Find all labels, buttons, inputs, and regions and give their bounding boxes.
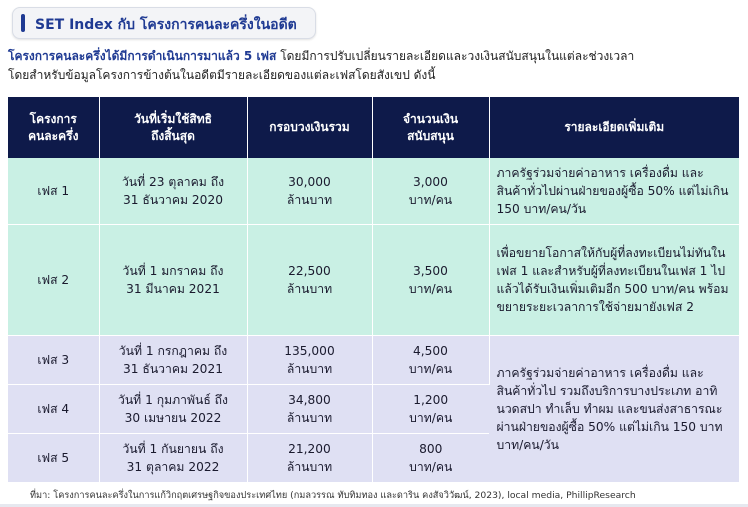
source-footnote: ที่มา: โครงการคนละครึ่งในการแก้วิกฤตเศรษฐกิจของประเทศไทย (กมลวรรณ ทับทิมทอง และดาริน คงสัจวิวัฒน์, 2023), local media, PhillipResearch bbox=[30, 490, 636, 501]
cell-phase: เฟส 4 bbox=[8, 384, 99, 433]
table-header-row bbox=[8, 97, 739, 158]
cell-detail: เพื่อขยายโอกาสให้กับผู้ที่ลงทะเบียนไม่ทันในเฟส 1 และสำหรับผู้ที่ลงทะเบียนในเฟส 1 ไปแล้วได้รับเงินเพิ่มเติมอีก 500 บาท/คน พร้อมขยายระยะเวลาการใช้จ่ายมายังเฟส 2 bbox=[489, 224, 739, 335]
cell-budget: 21,200 ล้านบาท bbox=[247, 433, 372, 482]
cell-dates: วันที่ 1 มกราคม ถึง 31 มีนาคม 2021 bbox=[99, 224, 247, 335]
table-row bbox=[8, 335, 739, 384]
intro-line-2: โดยสำหรับข้อมูลโครงการข้างต้นในอดีตมีรายละเอียดของแต่ละเฟสโดยสังเขป ดังนี้ bbox=[8, 68, 436, 82]
cell-dates: วันที่ 1 กรกฎาคม ถึง 31 ธันวาคม 2021 bbox=[99, 335, 247, 384]
cell-support: 3,000 บาท/คน bbox=[372, 158, 489, 224]
cell-shared-detail: ภาครัฐร่วมจ่ายค่าอาหาร เครื่องดื่ม และสินค้าทั่วไป รวมถึงบริการบางประเภท อาทิ นวดสปา ทำเล็บ ทำผม และขนส่งสาธารณะ ผ่านฝ่ายของผู้ซื้อ 50% แต่ไม่เกิน 150 บาท บาท/คน/วัน bbox=[489, 335, 739, 482]
cell-support: 3,500 บาท/คน bbox=[372, 224, 489, 335]
page-title: SET Index กับ โครงการคนละครึ่งในอดีต bbox=[35, 17, 297, 33]
cell-dates: วันที่ 23 ตุลาคม ถึง 31 ธันวาคม 2020 bbox=[99, 158, 247, 224]
intro-paragraph bbox=[8, 47, 743, 85]
cell-budget: 22,500 ล้านบาท bbox=[247, 224, 372, 335]
cell-support: 800 บาท/คน bbox=[372, 433, 489, 482]
header-dates: วันที่เริ่มใช้สิทธิ ถึงสิ้นสุด bbox=[99, 97, 247, 158]
header-budget: กรอบวงเงินรวม bbox=[247, 97, 372, 158]
table-row bbox=[8, 224, 739, 335]
intro-text: โดยมีการปรับเปลี่ยนรายละเอียดและวงเงินสนับสนุนในแต่ละช่วงเวลา bbox=[276, 49, 635, 63]
header-detail: รายละเอียดเพิ่มเติม bbox=[489, 97, 739, 158]
cell-budget: 34,800 ล้านบาท bbox=[247, 384, 372, 433]
cell-phase: เฟส 5 bbox=[8, 433, 99, 482]
intro-highlight: โครงการคนละครึ่งได้มีการดำเนินการมาแล้ว 5 เฟส bbox=[8, 49, 277, 63]
cell-phase: เฟส 3 bbox=[8, 335, 99, 384]
header-phase: โครงการ คนละครึ่ง bbox=[8, 97, 99, 158]
phases-table bbox=[8, 97, 739, 483]
cell-phase: เฟส 2 bbox=[8, 224, 99, 335]
cell-dates: วันที่ 1 กุมภาพันธ์ ถึง 30 เมษายน 2022 bbox=[99, 384, 247, 433]
cell-detail: ภาครัฐร่วมจ่ายค่าอาหาร เครื่องดื่ม และสินค้าทั่วไปผ่านฝ่ายของผู้ซื้อ 50% แต่ไม่เกิน 150 บาท/คน/วัน bbox=[489, 158, 739, 224]
cell-budget: 30,000 ล้านบาท bbox=[247, 158, 372, 224]
cell-budget: 135,000 ล้านบาท bbox=[247, 335, 372, 384]
title-accent-bar bbox=[21, 14, 25, 32]
cell-support: 1,200 บาท/คน bbox=[372, 384, 489, 433]
cell-dates: วันที่ 1 กันยายน ถึง 31 ตุลาคม 2022 bbox=[99, 433, 247, 482]
table-row bbox=[8, 158, 739, 224]
title-badge bbox=[12, 7, 316, 39]
cell-support: 4,500 บาท/คน bbox=[372, 335, 489, 384]
header-support: จำนวนเงิน สนับสนุน bbox=[372, 97, 489, 158]
cell-phase: เฟส 1 bbox=[8, 158, 99, 224]
